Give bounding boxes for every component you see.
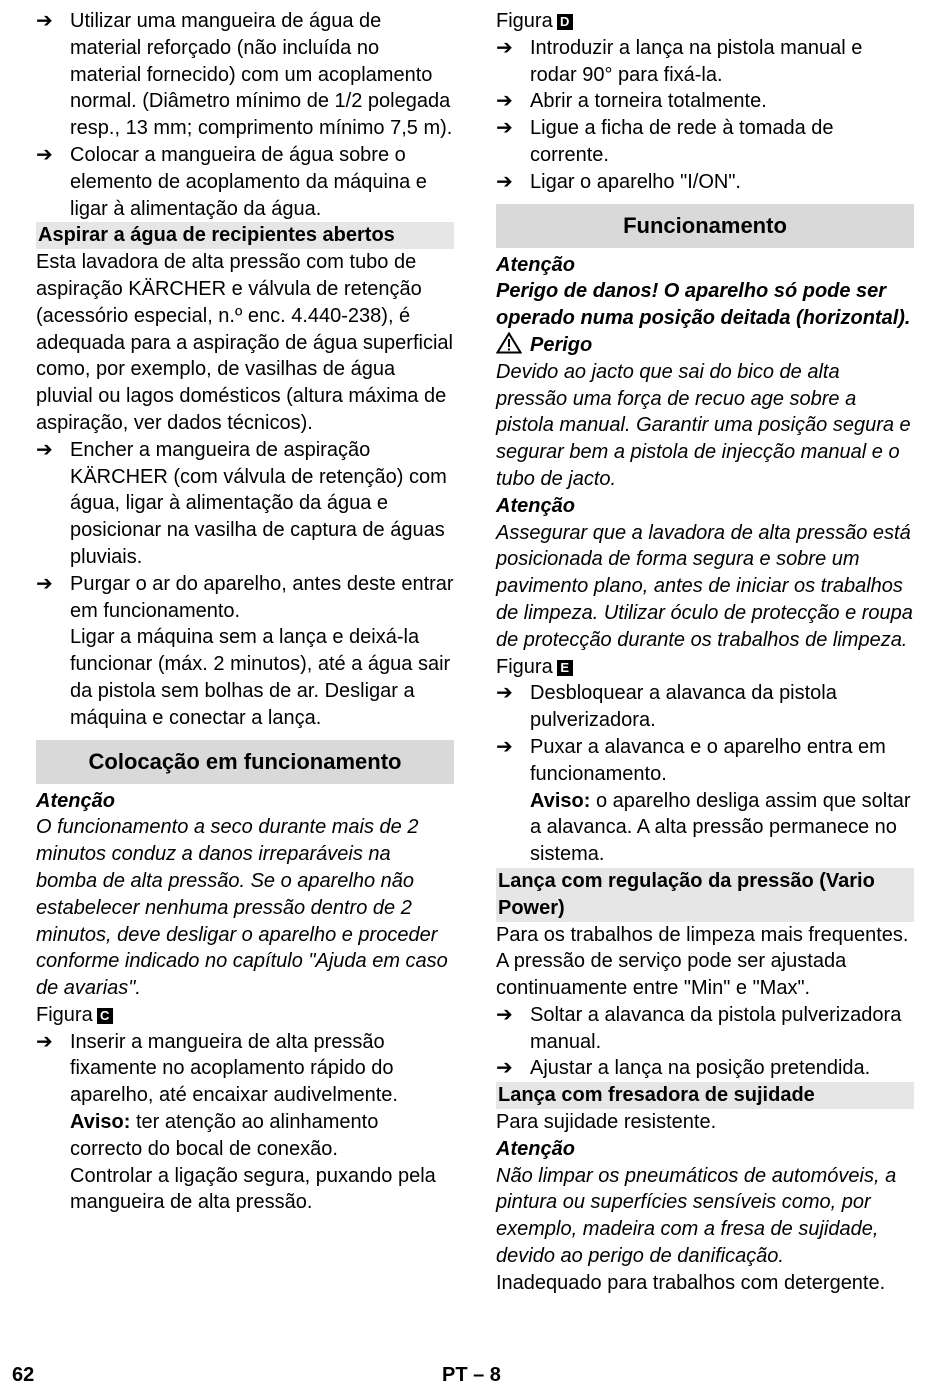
paragraph: Inadequado para trabalhos com detergente. [496, 1271, 886, 1294]
arrow-right-icon: ➔ [496, 735, 513, 758]
attention-text: O funcionamento a seco durante mais de 2 minutos conduz a danos irreparáveis na bomba de alta pressão. Se o aparelho não estabelecer nenhuma pressão dentro de 2 minutos, deve desligar o aparelho e proceder conforme indicado no capítulo "Ajuda em caso de avarias". [36, 816, 448, 1000]
arrow-right-icon: ➔ [496, 170, 513, 193]
attention-label: Atenção [496, 1137, 575, 1160]
figure-reference: Figura C [36, 1002, 454, 1029]
list-item: ➔ Soltar a alavanca da pistola pulverizadora manual. [496, 1003, 902, 1053]
arrow-right-icon: ➔ [496, 1057, 513, 1080]
figure-letter-box: E [557, 660, 573, 676]
figure-reference: Figura E [496, 654, 914, 681]
figure-letter-box: D [557, 14, 573, 30]
list-item-continuation: Controlar a ligação segura, puxando pela mangueira de alta pressão. [70, 1164, 436, 1214]
attention-label: Atenção [496, 253, 575, 276]
figure-reference: Figura D [496, 8, 914, 35]
arrow-right-icon: ➔ [496, 1003, 513, 1026]
arrow-right-icon: ➔ [36, 10, 53, 32]
paragraph: Para os trabalhos de limpeza mais frequentes. A pressão de serviço pode ser ajustada continuamente entre "Min" e "Max". [496, 923, 909, 1000]
paragraph: Para sujidade resistente. [496, 1111, 717, 1134]
note: Aviso: ter atenção ao alinhamento correcto do bocal de conexão. [70, 1111, 379, 1160]
arrow-right-icon: ➔ [496, 117, 513, 140]
paragraph: Esta lavadora de alta pressão com tubo de aspiração KÄRCHER e válvula de retenção (acessório especial, n.º enc. 4.440-238), é adequada para a aspiração de água superficial como, por exemplo, de vasilhas de água pluvial ou lagos domésticos (altura máxima de aspiração, ver dados técnicos). [36, 251, 453, 434]
arrow-right-icon: ➔ [36, 438, 53, 461]
list-item: ➔ Inserir a mangueira de alta pressão fixamente no acoplamento rápido do aparelho, até encaixar audivelmente. [36, 1030, 398, 1107]
arrow-right-icon: ➔ [496, 36, 513, 59]
attention-label: Atenção [36, 789, 115, 812]
attention-label: Atenção [496, 494, 575, 517]
note: Aviso: o aparelho desliga assim que soltar a alavanca. A alta pressão permanece no sistema. [530, 789, 911, 866]
list-item-continuation: Ligar a máquina sem a lança e deixá-la funcionar (máx. 2 minutos), até a água sair da pistola sem bolhas de ar. Desligar a máquina e conectar a lança. [70, 626, 451, 729]
arrow-right-icon: ➔ [496, 90, 513, 113]
list-item: ➔ Puxar a alavanca e o aparelho entra em funcionamento. [496, 735, 886, 785]
list-item: ➔ Utilizar uma mangueira de água de material reforçado (não incluída no material fornecido) com um acoplamento normal. (Diâmetro mínimo de 1/2 polegada resp., 13 mm; comprimento mínimo 7,5 m). [36, 10, 453, 140]
arrow-right-icon: ➔ [496, 682, 513, 705]
danger-text: Devido ao jacto que sai do bico de alta pressão uma força de recuo age sobre a pistola manual. Garantir uma posição segura e segurar bem a pistola de injecção manual e o tubo de jacto. [496, 360, 911, 490]
section-heading-aspirar: Aspirar a água de recipientes abertos [36, 222, 454, 249]
left-column [36, 8, 454, 1216]
page-number: 62 [12, 1364, 35, 1386]
danger-label: Perigo [496, 332, 914, 359]
attention-text: Não limpar os pneumáticos de automóveis, a pintura ou superfícies sensíveis como, por exemplo, madeira com a fresa de sujidade, devido ao perigo de danificação. [496, 1164, 897, 1268]
list-item: ➔ Ligue a ficha de rede à tomada de corrente. [496, 117, 834, 166]
arrow-right-icon: ➔ [36, 572, 53, 595]
list-item: ➔ Ajustar a lança na posição pretendida. [496, 1055, 914, 1082]
list-item: ➔ Desbloquear a alavanca da pistola pulverizadora. [496, 682, 837, 732]
attention-text: Perigo de danos! O aparelho só pode ser operado numa posição deitada (horizontal). [496, 280, 911, 330]
section-heading-funcionamento: Funcionamento [496, 204, 914, 248]
list-item: ➔ Ligar o aparelho "I/ON". [496, 169, 914, 196]
section-footer: PT – 8 [442, 1364, 501, 1386]
list-item: ➔ Encher a mangueira de aspiração KÄRCHER (com válvula de retenção) com água, ligar à alimentação da água e posicionar na vasilha de captura de águas pluviais. [36, 438, 447, 568]
warning-triangle-icon [496, 332, 522, 354]
figure-letter-box: C [97, 1008, 113, 1024]
section-heading-colocacao: Colocação em funcionamento [36, 740, 454, 784]
section-heading-vario: Lança com regulação da pressão (Vario Power) [496, 868, 914, 922]
attention-text: Assegurar que a lavadora de alta pressão está posicionada de forma segura e sobre um pavimento plano, antes de iniciar os trabalhos de limpeza. Utilizar óculo de protecção e roupa de protecção durante os trabalhos de limpeza. [496, 521, 913, 651]
list-item: ➔ Abrir a torneira totalmente. [496, 88, 914, 115]
section-heading-fresadora: Lança com fresadora de sujidade [496, 1082, 914, 1109]
arrow-right-icon: ➔ [36, 143, 53, 166]
list-item: ➔ Introduzir a lança na pistola manual e rodar 90° para fixá-la. [496, 36, 863, 86]
arrow-right-icon: ➔ [36, 1030, 53, 1053]
list-item: ➔ Colocar a mangueira de água sobre o elemento de acoplamento da máquina e ligar à alimentação da água. [36, 143, 427, 220]
list-item: ➔ Purgar o ar do aparelho, antes deste entrar em funcionamento. [36, 572, 454, 622]
right-column [496, 8, 914, 1297]
